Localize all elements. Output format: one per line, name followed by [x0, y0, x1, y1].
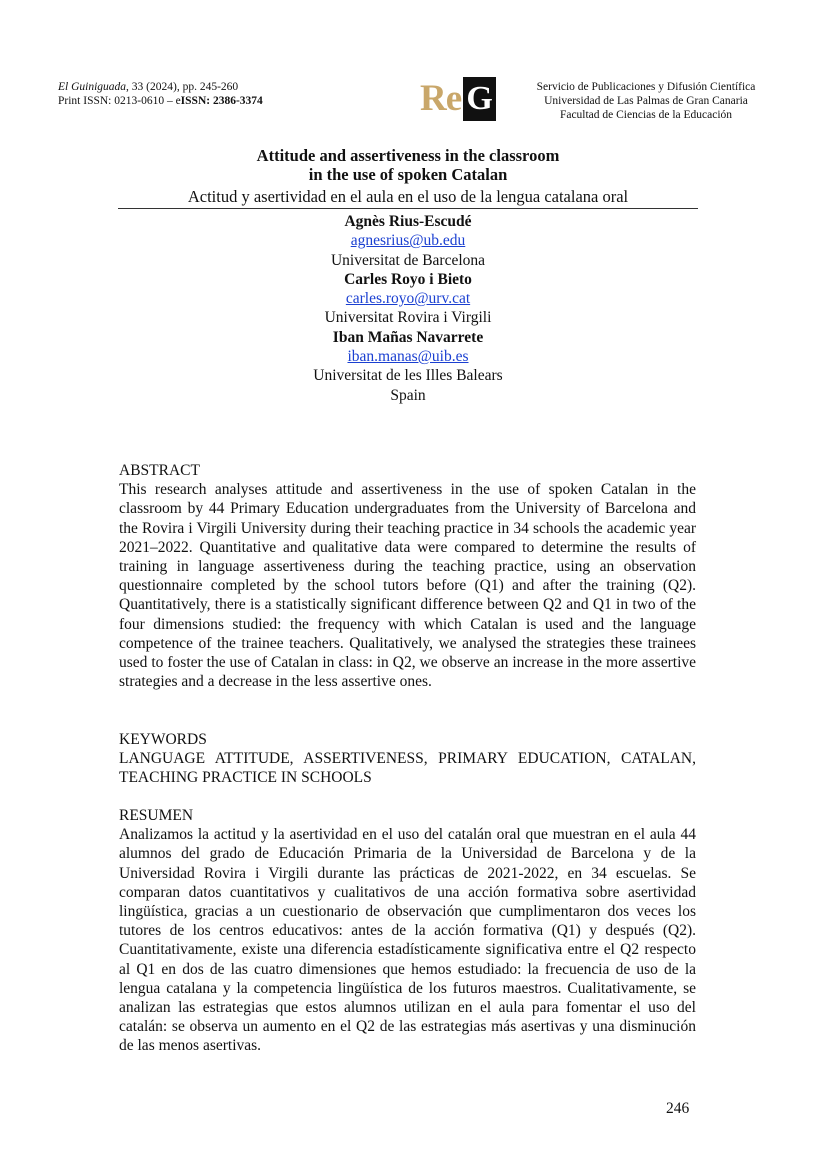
author-email-link[interactable]: carles.royo@urv.cat	[345, 290, 471, 308]
title-divider	[118, 208, 698, 209]
abstract-text: This research analyses attitude and assertiveness in the use of spoken Catalan in the classroom by 44 Primary Education undergraduates from the University of Barcelona and the Rovira i Virgili University during their teaching practice in 34 schools the academic year 2021–2022. Quantitative and qualitative data were compared to determine the results of training in language assertiveness during the teaching practice, using an observation questionnaire completed by the school tutors before (Q1) and after the training (Q2). Quantitatively, there is a statistically significant difference between Q2 and Q1 in two of the four dimensions studied: the frequency with which Catalan is used and the language competence of the trainee teachers. Qualitatively, we analysed the strategies these trainees used to foster the use of Catalan in class: in Q2, we observe an increase in the more assertive strategies and a decrease in the less assertive ones.	[119, 481, 696, 691]
keywords-section	[119, 730, 696, 788]
publisher-line: Universidad de Las Palmas de Gran Canaria	[544, 95, 748, 107]
author-name: Iban Mañas Navarrete	[332, 328, 484, 346]
journal-issue: , 33 (2024), pp. 245-260	[126, 81, 239, 93]
author-affiliation: Universitat de les Illes Balears	[313, 367, 503, 385]
logo-g-block: G	[463, 77, 496, 121]
author-name: Carles Royo i Bieto	[344, 270, 472, 288]
page-number: 246	[666, 1100, 690, 1117]
journal-citation	[58, 80, 263, 108]
journal-citation-line	[58, 80, 263, 94]
publisher-line: Servicio de Publicaciones y Difusión Científica	[536, 81, 756, 93]
paper-title	[0, 146, 816, 184]
author-country: Spain	[390, 386, 426, 404]
abstract-heading: ABSTRACT	[119, 462, 200, 479]
journal-name: El Guiniguada	[58, 81, 127, 93]
paper-subtitle: Actitud y asertividad en el aula en el uso de la lengua catalana oral	[187, 187, 629, 206]
author-email-link[interactable]: iban.manas@uib.es	[347, 348, 469, 366]
journal-logo	[420, 77, 496, 121]
eissn: ISSN: 2386-3374	[180, 95, 263, 107]
resumen-text: Analizamos la actitud y la asertividad en el uso del catalán oral que muestran en el aula 44 alumnos del grado de Educación Primaria de la Universidad de Barcelona y de la Universidad Rovira i Virgili durante las prácticas de 2021-2022, en 34 escuelas. Se comparan datos cuantitativos y cualitativos de una acción formativa sobre asertividad lingüística, gracias a un cuestionario de observación que cumplimentaron dos veces los tutores de los centros educativos: antes de la acción formativa (Q1) y después (Q2). Cuantitativamente, existe una diferencia estadísticamente significativa entre el Q2 respecto al Q1 en dos de las cuatro dimensiones que hemos estudiado: la frecuencia de uso de la lengua catalana y la competencia lingüística de los futuros maestros. Cualitativamente, se analizan las estrategias que estos alumnos utilizan en el aula para fomentar el uso del catalán: se observa un aumento en el Q2 de las estrategias más asertivas y una disminución de las menos asertivas.	[119, 826, 696, 1055]
author-affiliation: Universitat Rovira i Virgili	[324, 309, 492, 327]
keywords-heading: KEYWORDS	[119, 731, 207, 748]
keywords-text: LANGUAGE ATTITUDE, ASSERTIVENESS, PRIMARY EDUCATION, CATALAN, TEACHING PRACTICE IN SCHOOLS	[119, 750, 696, 787]
resumen-section	[119, 806, 696, 1056]
author-name: Agnès Rius-Escudé	[344, 213, 472, 230]
issn-line	[58, 94, 263, 108]
author-block	[0, 212, 816, 405]
paper-title-line: Attitude and assertiveness in the classroom	[256, 146, 560, 165]
paper-title-line: in the use of spoken Catalan	[308, 165, 508, 184]
logo-re-text: Re	[420, 78, 462, 119]
author-email-link[interactable]: agnesrius@ub.edu	[350, 232, 466, 250]
publisher-info	[520, 80, 772, 122]
author-affiliation: Universitat de Barcelona	[330, 251, 486, 269]
publisher-line: Facultad de Ciencias de la Educación	[559, 109, 733, 121]
print-issn: Print ISSN: 0213-0610 – e	[58, 95, 181, 107]
abstract-section	[119, 461, 696, 691]
resumen-heading: RESUMEN	[119, 807, 194, 824]
